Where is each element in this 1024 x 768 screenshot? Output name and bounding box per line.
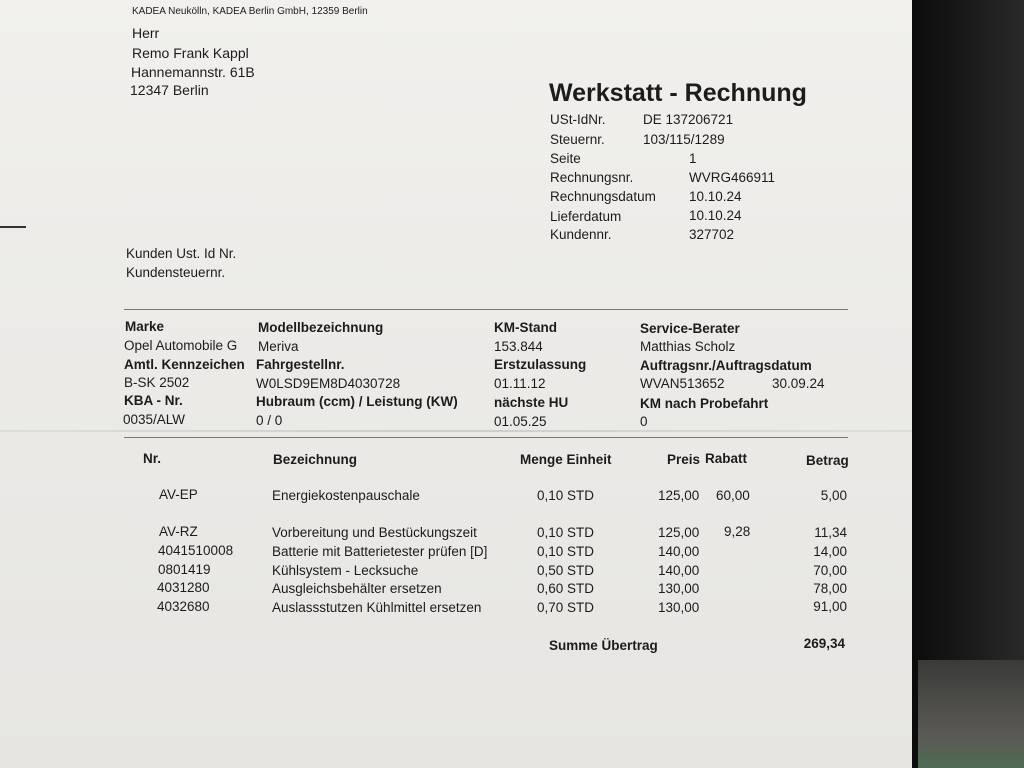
header-betrag: Betrag <box>806 453 849 468</box>
fold-mark <box>0 226 26 228</box>
sender-line: KADEA Neukölln, KADEA Berlin GmbH, 12359 Berlin <box>132 6 368 17</box>
marke-value: Opel Automobile G <box>124 338 238 353</box>
row-betrag: 5,00 <box>820 488 847 503</box>
background-surface <box>918 660 1024 768</box>
modell-label: Modellbezeichnung <box>258 320 384 335</box>
recipient-city: 12347 Berlin <box>130 82 209 98</box>
row-betrag: 14,00 <box>813 544 847 559</box>
kba-label: KBA - Nr. <box>124 393 183 408</box>
recipient-salutation: Herr <box>132 25 160 41</box>
row-nr: 4031280 <box>157 580 210 595</box>
row-nr: 0801419 <box>158 562 211 577</box>
row-nr: AV-EP <box>159 487 198 502</box>
row-menge: 0,10 STD <box>537 488 595 503</box>
fahrgestell-label: Fahrgestellnr. <box>256 357 345 372</box>
probefahrt-label: KM nach Probefahrt <box>640 396 769 411</box>
auftragsnr-value: WVAN513652 <box>640 376 725 391</box>
header-nr: Nr. <box>143 451 162 466</box>
ust-value: DE 137206721 <box>643 112 734 127</box>
auftragsdatum-value: 30.09.24 <box>772 376 825 391</box>
row-bezeichnung: Energiekostenpauschale <box>272 488 420 503</box>
rechnungsdatum-label: Rechnungsdatum <box>550 189 656 204</box>
row-bezeichnung: Auslassstutzen Kühlmittel ersetzen <box>272 600 482 615</box>
row-nr: 4041510008 <box>158 543 234 558</box>
seite-label: Seite <box>550 151 581 166</box>
lieferdatum-value: 10.10.24 <box>689 208 742 223</box>
row-betrag: 91,00 <box>813 599 847 614</box>
row-betrag: 70,00 <box>813 563 847 578</box>
background-dark-area <box>912 0 1024 768</box>
kunden-ust-label: Kunden Ust. Id Nr. <box>126 246 237 261</box>
kba-value: 0035/ALW <box>123 412 186 427</box>
auftrag-label: Auftragsnr./Auftragsdatum <box>640 358 812 373</box>
marke-label: Marke <box>125 319 165 334</box>
row-bezeichnung: Batterie mit Batterietester prüfen [D] <box>272 544 488 559</box>
invoice-title: Werkstatt - Rechnung <box>549 79 807 107</box>
kennzeichen-value: B-SK 2502 <box>124 375 190 390</box>
hubraum-value: 0 / 0 <box>256 413 283 428</box>
row-preis: 140,00 <box>658 563 700 578</box>
row-menge: 0,70 STD <box>537 600 595 615</box>
lieferdatum-label: Lieferdatum <box>550 209 622 224</box>
km-label: KM-Stand <box>494 320 557 335</box>
summe-value: 269,34 <box>803 636 845 651</box>
row-nr: 4032680 <box>157 599 210 614</box>
row-preis: 130,00 <box>658 581 700 596</box>
row-preis: 125,00 <box>658 488 700 503</box>
probefahrt-value: 0 <box>640 414 648 429</box>
hu-value: 01.05.25 <box>494 414 547 429</box>
summe-label: Summe Übertrag <box>549 638 658 653</box>
row-menge: 0,10 STD <box>537 544 595 559</box>
erstzulassung-value: 01.11.12 <box>494 376 546 391</box>
row-menge: 0,10 STD <box>537 525 595 540</box>
row-betrag: 78,00 <box>813 581 847 596</box>
row-preis: 125,00 <box>658 525 700 540</box>
header-bezeichnung: Bezeichnung <box>273 452 358 467</box>
row-preis: 140,00 <box>658 544 700 559</box>
rechnungsnr-value: WVRG466911 <box>689 170 776 185</box>
modell-value: Meriva <box>258 339 299 354</box>
kundennr-label: Kundennr. <box>550 227 612 242</box>
paper-fold <box>0 430 912 432</box>
row-betrag: 11,34 <box>814 525 847 540</box>
header-preis: Preis <box>667 452 701 467</box>
steuer-label: Steuernr. <box>550 132 605 147</box>
kundensteuernr-label: Kundensteuernr. <box>126 265 226 280</box>
ust-label: USt-IdNr. <box>550 112 606 127</box>
rechnungsdatum-value: 10.10.24 <box>689 189 742 204</box>
row-bezeichnung: Vorbereitung und Bestückungszeit <box>272 525 477 540</box>
row-menge: 0,50 STD <box>537 563 595 578</box>
header-rabatt: Rabatt <box>705 451 748 466</box>
recipient-name: Remo Frank Kappl <box>132 45 249 61</box>
erstzulassung-label: Erstzulassung <box>494 357 587 372</box>
divider-bottom <box>124 437 848 438</box>
row-rabatt: 9,28 <box>724 524 751 539</box>
berater-value: Matthias Scholz <box>640 339 736 354</box>
hu-label: nächste HU <box>494 395 569 410</box>
row-bezeichnung: Kühlsystem - Lecksuche <box>272 563 419 578</box>
header-menge: Menge Einheit <box>520 452 612 467</box>
row-nr: AV-RZ <box>159 524 198 539</box>
seite-value: 1 <box>689 151 697 166</box>
recipient-street: Hannemannstr. 61B <box>131 64 255 80</box>
kennzeichen-label: Amtl. Kennzeichen <box>124 357 245 372</box>
rechnungsnr-label: Rechnungsnr. <box>550 170 634 185</box>
row-rabatt: 60,00 <box>716 488 750 503</box>
row-preis: 130,00 <box>658 600 700 615</box>
fahrgestell-value: W0LSD9EM8D4030728 <box>256 376 401 391</box>
hubraum-label: Hubraum (ccm) / Leistung (KW) <box>256 394 458 409</box>
row-menge: 0,60 STD <box>537 581 595 596</box>
steuer-value: 103/115/1289 <box>643 132 725 147</box>
row-bezeichnung: Ausgleichsbehälter ersetzen <box>272 581 442 596</box>
km-value: 153.844 <box>494 339 543 354</box>
divider-top <box>124 309 848 310</box>
kundennr-value: 327702 <box>689 227 735 242</box>
berater-label: Service-Berater <box>640 321 740 336</box>
